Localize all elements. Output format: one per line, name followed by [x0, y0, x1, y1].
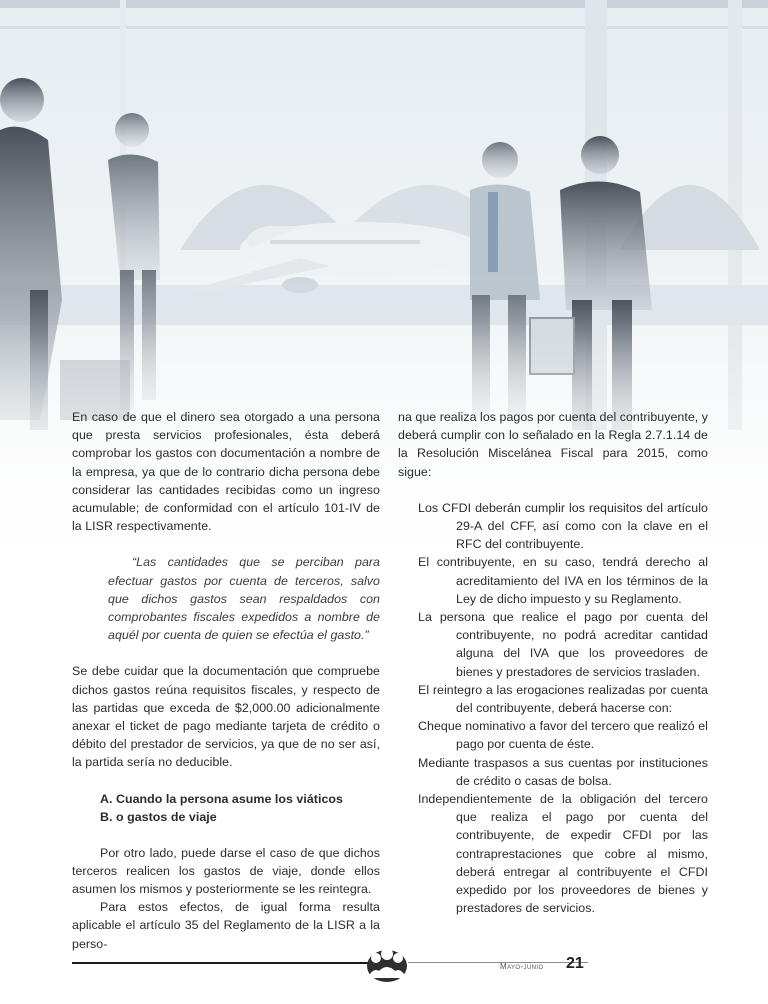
- section-heading: [100, 790, 380, 826]
- list-item: Mediante traspasos a sus cuentas por instituciones de crédito o casas de bolsa.: [418, 755, 708, 788]
- list-item: Los CFDI deberán cumplir los requisitos del artículo 29-A del CFF, así como con la clave en el RFC del contribuyente.: [418, 500, 708, 552]
- issue-month: Mayo-junio: [500, 962, 544, 971]
- list-item: Cheque nominativo a favor del tercero que realizó el pago por cuenta de éste.: [418, 719, 708, 752]
- heading-letter: B.: [100, 809, 113, 824]
- list-item: La persona que realice el pago por cuenta del contribuyente, no podrá acreditar cantidad alguna del IVA que los proveedores de bienes y prestadores de servicios trasladen.: [418, 610, 708, 679]
- page-number: 21: [566, 955, 584, 972]
- requirements-list: [398, 499, 708, 918]
- heading-text: Cuando la persona asume los viáticos: [116, 791, 343, 806]
- heading-letter: A.: [100, 791, 113, 806]
- list-item: El contribuyente, en su caso, tendrá derecho al acreditamiento del IVA en los términos de la Ley de dicho impuesto y su Reglamento.: [418, 555, 708, 606]
- left-column: [72, 408, 380, 953]
- paragraph: Para estos efectos, de igual forma resulta aplicable el artículo 35 del Reglamento de la LISR a la perso-: [72, 900, 380, 951]
- paragraph: Por otro lado, puede darse el caso de que dichos terceros realicen los gastos de viaje, donde ellos asumen los mismos y posteriormente se les reintegra.: [72, 845, 380, 897]
- people-group-logo-icon: [364, 942, 410, 986]
- list-item: Independientemente de la obligación del tercero que realiza el pago por cuenta del contribuyente, de expedir CFDI por las contraprestaciones que cobre al mismo, deberá entregar al contribuyente el CFDI expedido por los proveedores de bienes y prestadores de servicios.: [418, 792, 708, 916]
- footer-rule-thin: [408, 962, 588, 963]
- paragraph: Se debe cuidar que la documentación que compruebe dichos gastos reúna requisitos fiscales, y respecto de las partidas que exceda de $2,000.00 adicionalmente anexar el ticket de pago mediante tarjeta de crédito o débito del prestador de servicios, ya que de no ser así, la partida sería no deducible.: [72, 664, 380, 770]
- paragraph: na que realiza los pagos por cuenta del contribuyente, y deberá cumplir con lo señalado en la Regla 2.7.1.14 de la Resolución Miscelánea Fiscal para 2015, como sigue:: [398, 410, 709, 479]
- right-column: [398, 408, 708, 917]
- heading-text: o gastos de viaje: [116, 809, 217, 824]
- block-quote: “Las cantidades que se perciban para efectuar gastos por cuenta de terceros, salvo que dichos gastos sean respaldados con comprobantes fiscales expedidos a nombre de aquél por cuenta de quien se efectúa el gasto.”: [108, 555, 380, 643]
- paragraph: En caso de que el dinero sea otorgado a una persona que presta servicios profesionales, ésta deberá comprobar los gastos con documentación a nombre de la empresa, ya que de lo contrario dicha persona debe considerar las cantidades recibidas como un ingreso acumulable; de conformidad con el artículo 101-IV de la LISR respectivamente.: [72, 410, 380, 534]
- footer-rule: [72, 962, 372, 964]
- list-item: El reintegro a las erogaciones realizadas por cuenta del contribuyente, deberá hacerse con:: [418, 682, 708, 716]
